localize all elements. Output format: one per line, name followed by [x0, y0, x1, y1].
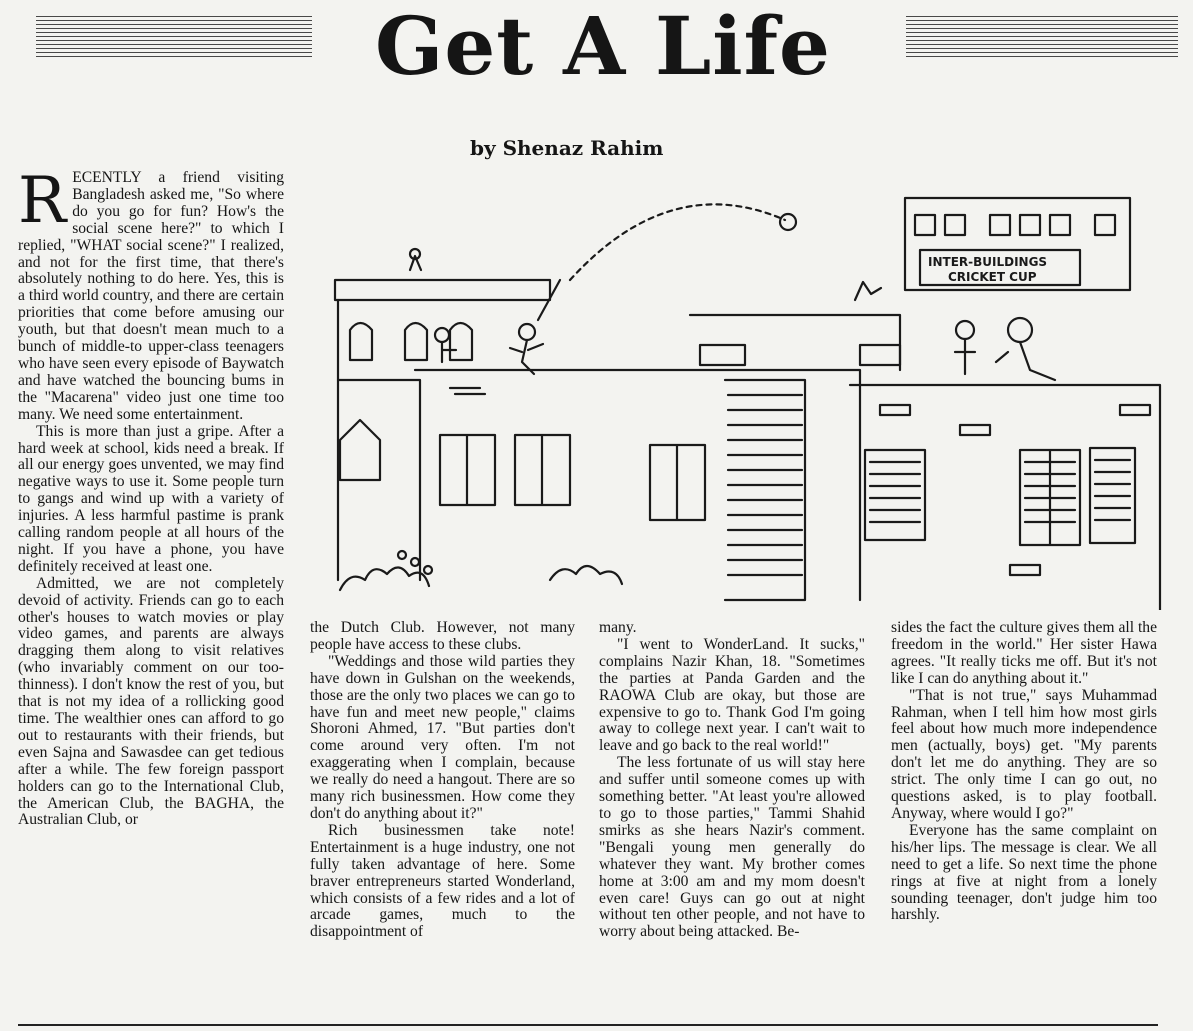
article-paragraph: "That is not true," says Muhammad Rahman, when I tell him how most girls feel about how much more independence men (actually, boys) get. "My parents don't let me do anything. They are so strict. The only time I can go out, no questions asked, is to play football. Anyway, where would I go?" [891, 686, 1157, 822]
middle-building-illustration [415, 315, 900, 600]
article-paragraph: Everyone has the same complaint on his/her lips. The message is clear. We all need to get a life. So next time the phone rings at five at night from a lonely sounding teenager, don't judge him too harshly. [891, 821, 1157, 924]
article-paragraph: many. [599, 619, 637, 636]
left-building-illustration [335, 249, 550, 580]
article-column-3 [599, 620, 865, 941]
article-paragraph: "Weddings and those wild parties they have down in Gulshan on the weekends, those are the only two places we can go to have fun and meet new people," claims Shoroni Ahmed, 17. "But parties don't come around very often. I'm not exaggerating when I complain, because we really do need a hangout. There are so many rich businessmen. How come they don't do anything about it?" [310, 652, 575, 822]
decorative-hatch-right [906, 16, 1178, 60]
article-column-2 [310, 620, 575, 941]
article-paragraph: This is more than just a gripe. After a hard week at school, kids need a break. If all our energy goes unvented, we may find negative ways to use it. Some people turn to gangs and wind up with a variety of injuries. A less harmful pastime is prank calling random people at all hours of the night. If you have a phone, you have definitely received at least one. [18, 422, 284, 575]
article-paragraph: RECENTLY a friend visiting Bangladesh asked me, "So where do you go for fun? How's the social scene here?" to which I replied, "WHAT social scene?" I realized, and not for the first time, that there's absolutely nothing to do here. Yes, this is a third world country, and there are certain priorities that come before amusing our youth, but that doesn't mean much to a bunch of middle-to upper-class teenagers who have seen every episode of Baywatch and have watched the bouncing bums in the "Macarena" video just one time too many. We need some entertainment. [18, 164, 284, 423]
sign-text-line2: CRICKET CUP [948, 270, 1037, 284]
sign-text-line1: INTER-BUILDINGS [928, 255, 1048, 269]
article-paragraph: Rich businessmen take note! Entertainment is a huge industry, one not fully taken advantage of here. Some braver entrepreneurs started Wonderland, which consists of a few rides and a lot of arcade games, much to the disappointment of [310, 821, 575, 941]
article-paragraph: the Dutch Club. However, not many people have access to these clubs. [310, 619, 575, 653]
byline: by Shenaz Rahim [470, 136, 664, 160]
article-paragraph: Admitted, we are not completely devoid of activity. Friends can go to each other's houses to watch movies or play video games, and parents are always dragging them along to visit relatives (who invariably comment on our too-thinness). I don't know the rest of you, but that is not my idea of a rollicking good time. The wealthier ones can afford to go out to restaurants with their friends, but even Sajna and Sawasdee can get tedious after a while. The few foreign passport holders can go to the International Club, the American Club, the BAGHA, the Australian Club, or [18, 574, 284, 829]
drop-cap: R [18, 164, 67, 238]
rooftop-cricket-cartoon [300, 180, 1180, 610]
decorative-hatch-left [36, 16, 312, 60]
article-paragraph: The less fortunate of us will stay here and suffer until someone comes up with something better. "At least you're allowed to go to those parties," Tammi Shahid smirks as she hears Nazir's comment. "Bengali young men generally do whatever they want. My brother comes home at 3:00 am and my mom doesn't even care! Guys can go out at night without ten other people, and not have to worry about being attacked. Be- [599, 754, 865, 941]
article-paragraph: "I went to WonderLand. It sucks," complains Nazir Khan, 18. "Sometimes the parties at Panda Garden and the RAOWA Club are okay, but those are expensive to go to. Thank God I'm going away to college next year. I can't wait to leave and go back to the real world!" [599, 635, 865, 755]
shrubs-illustration [340, 551, 622, 590]
right-building-illustration [850, 198, 1160, 610]
headline: Get A Life [375, 0, 831, 93]
article-paragraph: sides the fact the culture gives them all the freedom in the world." Her sister Hawa agrees. "It really ticks me off. But it's not like I can do anything about it." [891, 619, 1157, 687]
bottom-rule [18, 1024, 1158, 1026]
article-column-1 [18, 164, 284, 829]
article-column-4 [891, 620, 1157, 924]
